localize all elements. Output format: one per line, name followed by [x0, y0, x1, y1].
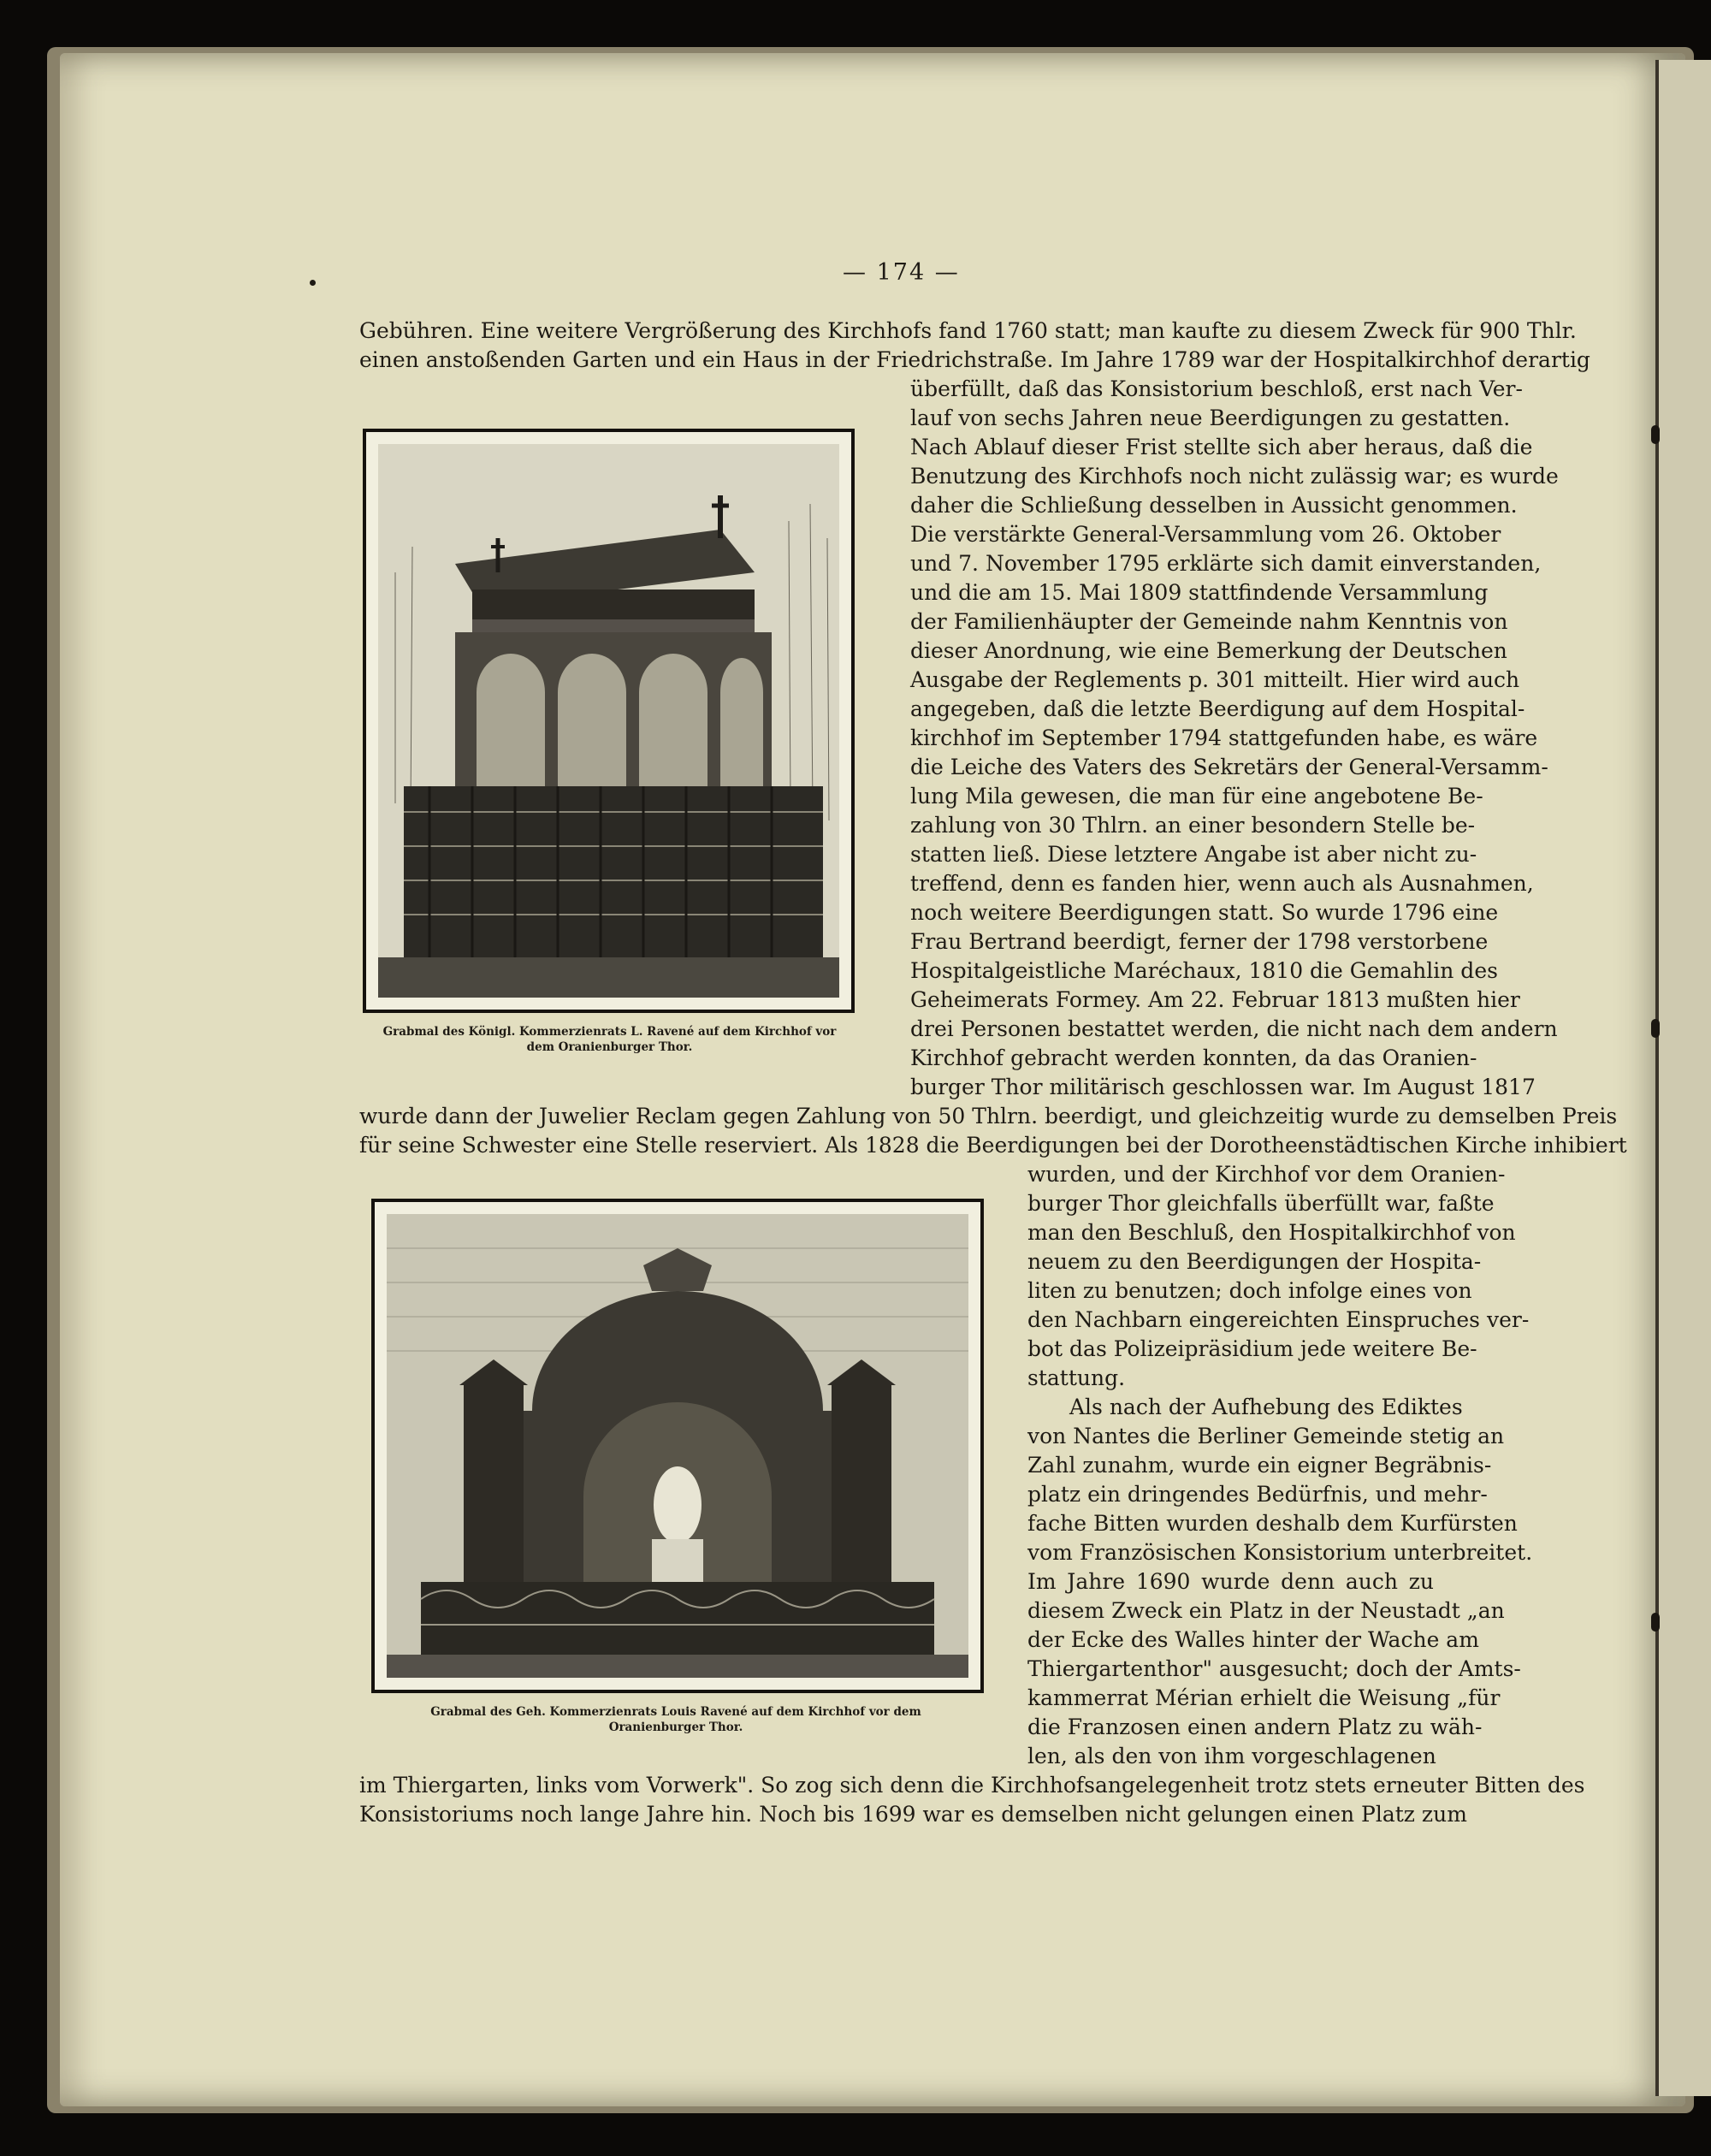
- text-line: diesem Zweck ein Platz in der Neustadt „an: [1027, 1598, 1505, 1623]
- text-line: für seine Schwester eine Stelle reserviert. Als 1828 die Beerdigungen bei der Dorotheenstädtischen Kirche inhibiert: [359, 1133, 1627, 1158]
- text-line: daher die Schließung desselben in Aussicht genommen.: [910, 493, 1518, 518]
- text-line: treffend, denn es fanden hier, wenn auch als Ausnahmen,: [910, 871, 1534, 896]
- text-line: Frau Bertrand beerdigt, ferner der 1798 verstorbene: [910, 929, 1489, 954]
- text-line: der Ecke des Walles hinter der Wache am: [1027, 1627, 1479, 1652]
- text-line: der Familienhäupter der Gemeinde nahm Kenntnis von: [910, 609, 1508, 634]
- text-line: im Thiergarten, links vom Vorwerk". So zog sich denn die Kirchhofsangelegenheit trotz stets erneuter Bitten des: [359, 1773, 1585, 1798]
- figure-caption-2: [402, 1704, 950, 1735]
- text-line: wurde dann der Juwelier Reclam gegen Zahlung von 50 Thlrn. beerdigt, und gleichzeitig wurde zu demselben Preis: [359, 1104, 1618, 1128]
- binding-mark: [1651, 1613, 1660, 1632]
- binding-mark: [1651, 1019, 1660, 1038]
- binding-mark: [1651, 425, 1660, 444]
- caption-line: Oranienburger Thor.: [608, 1721, 743, 1734]
- engraving-monument-illustration: [387, 1214, 968, 1678]
- text-line: Im Jahre 1690 wurde denn auch zu: [1027, 1569, 1434, 1594]
- text-line: überfüllt, daß das Konsistorium beschloß, erst nach Ver-: [910, 376, 1523, 401]
- text-line: liten zu benutzen; doch infolge eines von: [1027, 1278, 1472, 1303]
- text-line: statten ließ. Diese letztere Angabe ist aber nicht zu-: [910, 842, 1477, 867]
- text-line: einen anstoßenden Garten und ein Haus in der Friedrichstraße. Im Jahre 1789 war der Hospitalkirchhof derartig: [359, 347, 1590, 372]
- text-line: stattung.: [1027, 1365, 1126, 1390]
- text-line: lauf von sechs Jahren neue Beerdigungen zu gestatten.: [910, 406, 1511, 430]
- text-line: Ausgabe der Reglements p. 301 mitteilt. Hier wird auch: [910, 667, 1520, 692]
- text-line: Die verstärkte General-Versammlung vom 26. Oktober: [910, 522, 1501, 547]
- text-line: burger Thor gleichfalls überfüllt war, faßte: [1027, 1191, 1495, 1216]
- text-line: Benutzung des Kirchhofs noch nicht zulässig war; es wurde: [910, 464, 1559, 489]
- text-line: neuem zu den Beerdigungen der Hospita-: [1027, 1249, 1482, 1274]
- text-line: Als nach der Aufhebung des Ediktes: [1069, 1395, 1463, 1419]
- caption-line: Grabmal des Königl. Kommerzienrats L. Ravené auf dem Kirchhof vor: [382, 1025, 837, 1039]
- text-line: den Nachbarn eingereichten Einspruches ver-: [1027, 1307, 1530, 1332]
- text-line: die Franzosen einen andern Platz zu wäh-: [1027, 1715, 1483, 1739]
- figure-caption-1: [368, 1024, 851, 1055]
- page-number: — 174 —: [843, 259, 960, 286]
- page-speck: [310, 280, 316, 286]
- text-line: Hospitalgeistliche Maréchaux, 1810 die Gemahlin des: [910, 958, 1498, 983]
- text-line: Geheimerats Formey. Am 22. Februar 1813 mußten hier: [910, 987, 1520, 1012]
- text-line: dieser Anordnung, wie eine Bemerkung der Deutschen: [910, 638, 1507, 663]
- text-line: platz ein dringendes Bedürfnis, und mehr-: [1027, 1482, 1488, 1507]
- text-line: drei Personen bestattet werden, die nicht nach dem andern: [910, 1016, 1558, 1041]
- text-line: kammerrat Mérian erhielt die Weisung „für: [1027, 1685, 1501, 1710]
- text-line: angegeben, daß die letzte Beerdigung auf dem Hospital-: [910, 696, 1525, 721]
- text-line: fache Bitten wurden deshalb dem Kurfürsten: [1027, 1511, 1518, 1536]
- text-line: Konsistoriums noch lange Jahre hin. Noch bis 1699 war es demselben nicht gelungen einen Platz zum: [359, 1802, 1467, 1827]
- text-line: kirchhof im September 1794 stattgefunden habe, es wäre: [910, 726, 1538, 750]
- text-line: Nach Ablauf dieser Frist stellte sich aber heraus, daß die: [910, 435, 1533, 459]
- text-line: burger Thor militärisch geschlossen war. Im August 1817: [910, 1075, 1536, 1099]
- figure-tomb-ravene-l: [363, 429, 855, 1013]
- text-line: bot das Polizeipräsidium jede weitere Be-: [1027, 1336, 1477, 1361]
- text-line: wurden, und der Kirchhof vor dem Oranien-: [1027, 1162, 1506, 1187]
- caption-line: Grabmal des Geh. Kommerzienrats Louis Ravené auf dem Kirchhof vor dem: [430, 1705, 921, 1719]
- text-line: und die am 15. Mai 1809 stattfindende Versammlung: [910, 580, 1489, 605]
- text-line: Kirchhof gebracht werden konnten, da das Oranien-: [910, 1045, 1477, 1070]
- text-line: von Nantes die Berliner Gemeinde stetig an: [1027, 1424, 1505, 1448]
- text-line: noch weitere Beerdigungen statt. So wurde 1796 eine: [910, 900, 1499, 925]
- facing-page-edge: [1655, 60, 1711, 2096]
- caption-line: dem Oranienburger Thor.: [526, 1040, 693, 1054]
- text-line: und 7. November 1795 erklärte sich damit einverstanden,: [910, 551, 1542, 576]
- text-line: vom Französischen Konsistorium unterbreitet.: [1027, 1540, 1533, 1565]
- text-line: zahlung von 30 Thlrn. an einer besondern Stelle be-: [910, 813, 1476, 838]
- text-line: Zahl zunahm, wurde ein eigner Begräbnis-: [1027, 1453, 1492, 1478]
- text-line: len, als den von ihm vorgeschlagenen: [1027, 1744, 1436, 1768]
- text-line: Thiergartenthor" ausgesucht; doch der Amts-: [1027, 1656, 1521, 1681]
- engraving-mausoleum-illustration: [378, 444, 839, 998]
- text-line: die Leiche des Vaters des Sekretärs der General-Versamm-: [910, 755, 1548, 779]
- text-line: lung Mila gewesen, die man für eine angebotene Be-: [910, 784, 1483, 808]
- text-line: Gebühren. Eine weitere Vergrößerung des Kirchhofs fand 1760 statt; man kaufte zu diesem Zweck für 900 Thlr.: [359, 318, 1577, 343]
- figure-tomb-ravene-louis: [371, 1199, 984, 1693]
- text-line: man den Beschluß, den Hospitalkirchhof von: [1027, 1220, 1516, 1245]
